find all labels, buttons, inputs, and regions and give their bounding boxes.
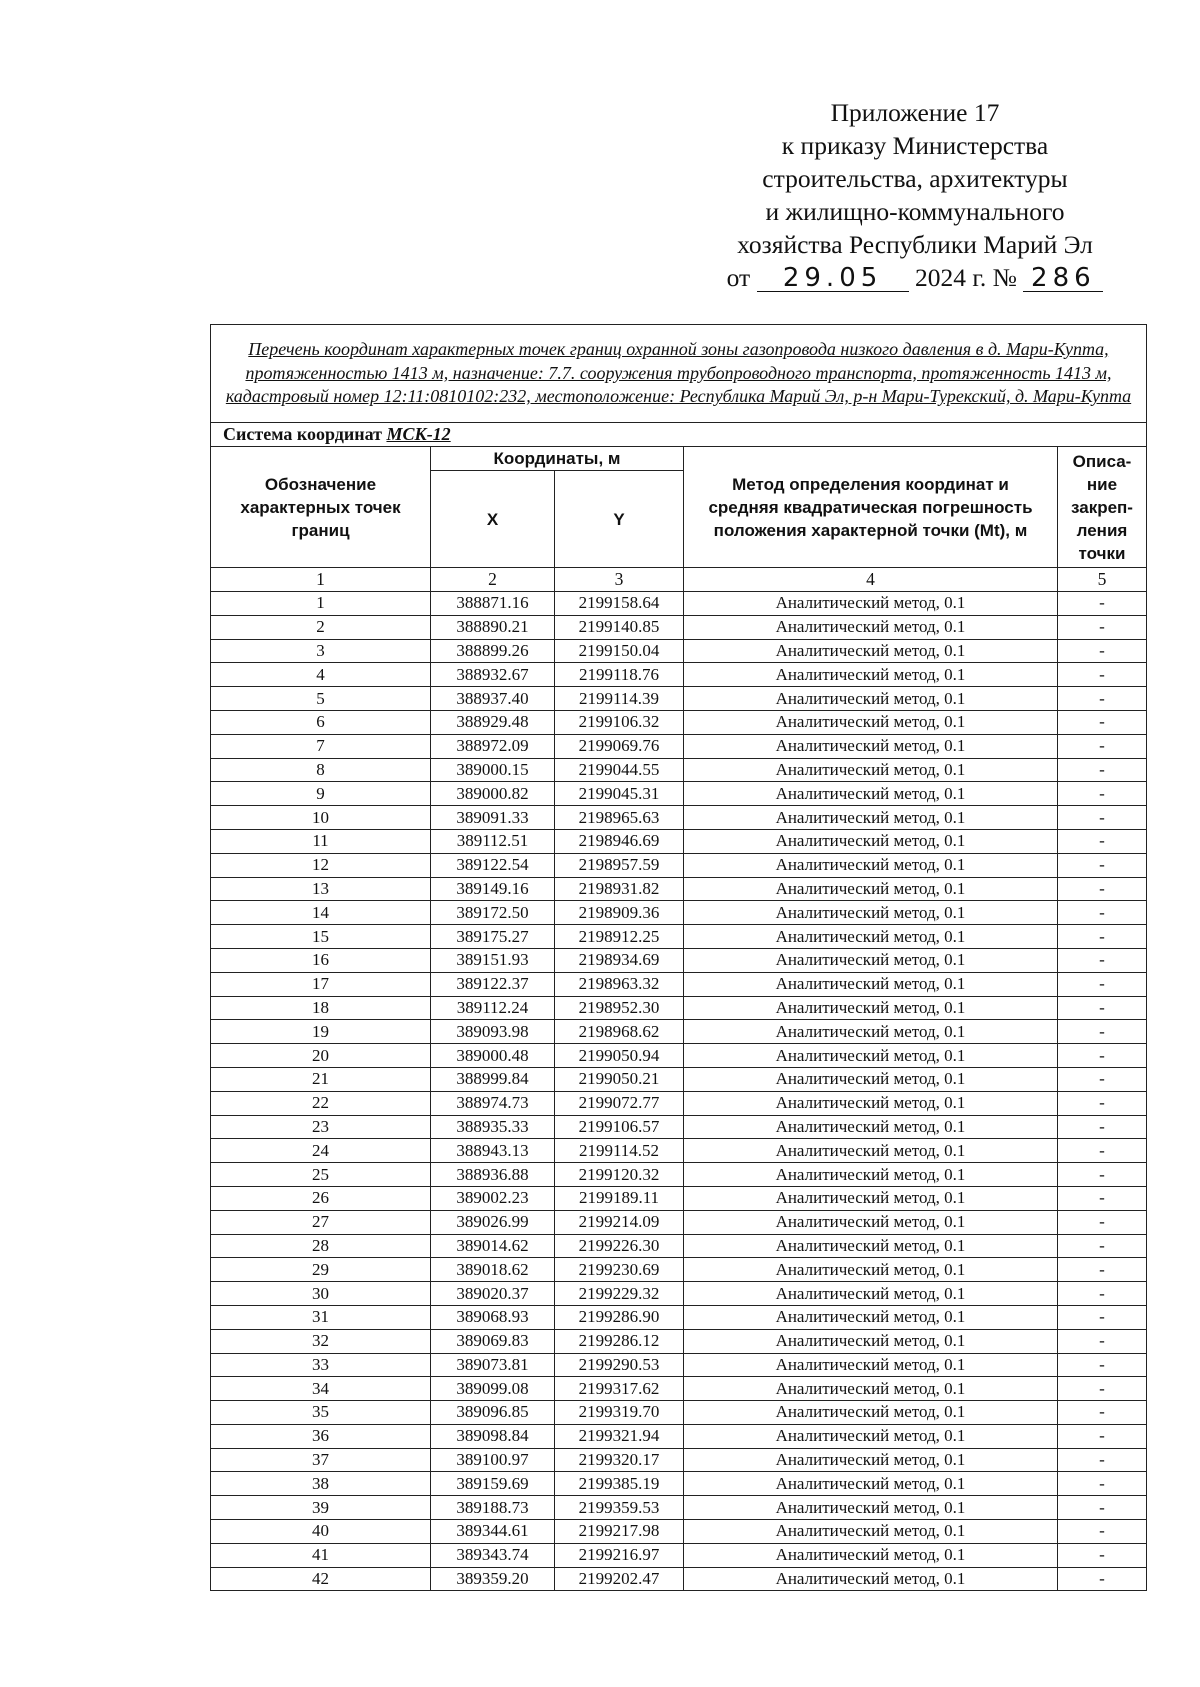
table-row [211, 829, 1147, 853]
point-number-cell: 19 [211, 1020, 431, 1044]
x-coordinate-cell: 388974.73 [431, 1091, 555, 1115]
table-row [211, 1163, 1147, 1187]
description-cell: - [1058, 1163, 1147, 1187]
y-coordinate-cell: 2199114.39 [555, 687, 684, 711]
column-number: 4 [684, 568, 1058, 592]
coordinate-system-name: МСК-12 [386, 424, 451, 444]
description-cell: - [1058, 925, 1147, 949]
description-cell: - [1058, 829, 1147, 853]
y-coordinate-cell: 2199321.94 [555, 1424, 684, 1448]
point-number-cell: 3 [211, 639, 431, 663]
point-number-cell: 13 [211, 877, 431, 901]
x-coordinate-cell: 389093.98 [431, 1020, 555, 1044]
y-coordinate-cell: 2198909.36 [555, 901, 684, 925]
x-coordinate-cell: 389014.62 [431, 1234, 555, 1258]
table-row [211, 1424, 1147, 1448]
description-cell: - [1058, 853, 1147, 877]
coordinates-table [210, 324, 1147, 1591]
table-row [211, 1472, 1147, 1496]
x-coordinate-cell: 388932.67 [431, 663, 555, 687]
y-coordinate-cell: 2199216.97 [555, 1543, 684, 1567]
x-coordinate-cell: 388943.13 [431, 1139, 555, 1163]
y-coordinate-cell: 2199319.70 [555, 1401, 684, 1425]
method-cell: Аналитический метод, 0.1 [684, 1567, 1058, 1591]
description-cell: - [1058, 687, 1147, 711]
handwritten-order-number: 286 [1023, 265, 1103, 292]
y-coordinate-cell: 2199290.53 [555, 1353, 684, 1377]
description-cell: - [1058, 972, 1147, 996]
table-row [211, 925, 1147, 949]
table-row [211, 687, 1147, 711]
description-cell: - [1058, 1210, 1147, 1234]
method-cell: Аналитический метод, 0.1 [684, 853, 1058, 877]
x-coordinate-cell: 388935.33 [431, 1115, 555, 1139]
method-cell: Аналитический метод, 0.1 [684, 901, 1058, 925]
y-coordinate-cell: 2198934.69 [555, 948, 684, 972]
description-cell: - [1058, 1567, 1147, 1591]
table-row [211, 948, 1147, 972]
y-coordinate-cell: 2198968.62 [555, 1020, 684, 1044]
header-method: Метод определения координат и средняя квадратическая погрешность положения характерной точки (Mt), м [684, 447, 1058, 568]
point-number-cell: 8 [211, 758, 431, 782]
appendix-date-line [700, 261, 1130, 294]
table-row [211, 663, 1147, 687]
table-row [211, 806, 1147, 830]
method-cell: Аналитический метод, 0.1 [684, 1543, 1058, 1567]
y-coordinate-cell: 2199202.47 [555, 1567, 684, 1591]
header-coordinates: Координаты, м [431, 447, 684, 471]
description-cell: - [1058, 1020, 1147, 1044]
x-coordinate-cell: 389069.83 [431, 1329, 555, 1353]
description-cell: - [1058, 734, 1147, 758]
table-title: Перечень координат характерных точек границ охранной зоны газопровода низкого давления в д. Мари-Купта, протяженностью 1413 м, назначение: 7.7. сооружения трубопроводного транспорта, протяженность 1413 м, кадастровый номер 12:11:0810102:232, местоположение: Республика Марий Эл, р-н Мари-Турекский, д. Мари-Купта [211, 325, 1147, 423]
table-row [211, 1234, 1147, 1258]
x-coordinate-cell: 389122.37 [431, 972, 555, 996]
header-y: Y [555, 471, 684, 568]
method-cell: Аналитический метод, 0.1 [684, 829, 1058, 853]
x-coordinate-cell: 388999.84 [431, 1067, 555, 1091]
x-coordinate-cell: 388936.88 [431, 1163, 555, 1187]
x-coordinate-cell: 389112.51 [431, 829, 555, 853]
description-cell: - [1058, 996, 1147, 1020]
y-coordinate-cell: 2199317.62 [555, 1377, 684, 1401]
description-cell: - [1058, 901, 1147, 925]
method-cell: Аналитический метод, 0.1 [684, 663, 1058, 687]
point-number-cell: 37 [211, 1448, 431, 1472]
x-coordinate-cell: 389073.81 [431, 1353, 555, 1377]
table-row [211, 758, 1147, 782]
x-coordinate-cell: 389159.69 [431, 1472, 555, 1496]
method-cell: Аналитический метод, 0.1 [684, 1020, 1058, 1044]
point-number-cell: 5 [211, 687, 431, 711]
x-coordinate-cell: 388937.40 [431, 687, 555, 711]
coordinate-system-row [211, 423, 1147, 447]
y-coordinate-cell: 2199045.31 [555, 782, 684, 806]
y-coordinate-cell: 2199189.11 [555, 1186, 684, 1210]
table-row [211, 1282, 1147, 1306]
y-coordinate-cell: 2199114.52 [555, 1139, 684, 1163]
x-coordinate-cell: 389026.99 [431, 1210, 555, 1234]
point-number-cell: 27 [211, 1210, 431, 1234]
y-coordinate-cell: 2199106.57 [555, 1115, 684, 1139]
column-number: 2 [431, 568, 555, 592]
method-cell: Аналитический метод, 0.1 [684, 1258, 1058, 1282]
point-number-cell: 14 [211, 901, 431, 925]
description-cell: - [1058, 1401, 1147, 1425]
table-row [211, 1210, 1147, 1234]
table-row [211, 782, 1147, 806]
y-coordinate-cell: 2198963.32 [555, 972, 684, 996]
point-number-cell: 40 [211, 1520, 431, 1544]
x-coordinate-cell: 389091.33 [431, 806, 555, 830]
x-coordinate-cell: 389000.82 [431, 782, 555, 806]
method-cell: Аналитический метод, 0.1 [684, 592, 1058, 616]
point-number-cell: 28 [211, 1234, 431, 1258]
y-coordinate-cell: 2199286.90 [555, 1305, 684, 1329]
method-cell: Аналитический метод, 0.1 [684, 782, 1058, 806]
x-coordinate-cell: 389122.54 [431, 853, 555, 877]
method-cell: Аналитический метод, 0.1 [684, 1424, 1058, 1448]
point-number-cell: 18 [211, 996, 431, 1020]
header-description: Описа-ние закреп-ления точки [1058, 447, 1147, 568]
y-coordinate-cell: 2199320.17 [555, 1448, 684, 1472]
x-coordinate-cell: 389099.08 [431, 1377, 555, 1401]
method-cell: Аналитический метод, 0.1 [684, 877, 1058, 901]
point-number-cell: 26 [211, 1186, 431, 1210]
table-row [211, 639, 1147, 663]
description-cell: - [1058, 710, 1147, 734]
table-row [211, 1020, 1147, 1044]
point-number-cell: 9 [211, 782, 431, 806]
point-number-cell: 21 [211, 1067, 431, 1091]
method-cell: Аналитический метод, 0.1 [684, 1329, 1058, 1353]
point-number-cell: 1 [211, 592, 431, 616]
table-row [211, 1377, 1147, 1401]
point-number-cell: 25 [211, 1163, 431, 1187]
description-cell: - [1058, 1520, 1147, 1544]
method-cell: Аналитический метод, 0.1 [684, 1115, 1058, 1139]
point-number-cell: 10 [211, 806, 431, 830]
x-coordinate-cell: 388871.16 [431, 592, 555, 616]
description-cell: - [1058, 1115, 1147, 1139]
y-coordinate-cell: 2199226.30 [555, 1234, 684, 1258]
description-cell: - [1058, 663, 1147, 687]
description-cell: - [1058, 1329, 1147, 1353]
method-cell: Аналитический метод, 0.1 [684, 1353, 1058, 1377]
description-cell: - [1058, 1377, 1147, 1401]
year-number-label: 2024 г. № [914, 263, 1017, 292]
y-coordinate-cell: 2199385.19 [555, 1472, 684, 1496]
table-row [211, 1067, 1147, 1091]
x-coordinate-cell: 389188.73 [431, 1496, 555, 1520]
y-coordinate-cell: 2199050.94 [555, 1044, 684, 1068]
method-cell: Аналитический метод, 0.1 [684, 710, 1058, 734]
table-row [211, 1115, 1147, 1139]
description-cell: - [1058, 639, 1147, 663]
point-number-cell: 32 [211, 1329, 431, 1353]
y-coordinate-cell: 2199286.12 [555, 1329, 684, 1353]
y-coordinate-cell: 2199217.98 [555, 1520, 684, 1544]
method-cell: Аналитический метод, 0.1 [684, 734, 1058, 758]
description-cell: - [1058, 806, 1147, 830]
table-row [211, 1448, 1147, 1472]
point-number-cell: 2 [211, 615, 431, 639]
description-cell: - [1058, 1091, 1147, 1115]
point-number-cell: 22 [211, 1091, 431, 1115]
y-coordinate-cell: 2199118.76 [555, 663, 684, 687]
y-coordinate-cell: 2199140.85 [555, 615, 684, 639]
y-coordinate-cell: 2199120.32 [555, 1163, 684, 1187]
x-coordinate-cell: 389096.85 [431, 1401, 555, 1425]
table-row [211, 972, 1147, 996]
table-row [211, 1091, 1147, 1115]
method-cell: Аналитический метод, 0.1 [684, 758, 1058, 782]
description-cell: - [1058, 948, 1147, 972]
method-cell: Аналитический метод, 0.1 [684, 1067, 1058, 1091]
y-coordinate-cell: 2199050.21 [555, 1067, 684, 1091]
x-coordinate-cell: 389002.23 [431, 1186, 555, 1210]
appendix-title: Приложение 17 [830, 98, 1000, 127]
x-coordinate-cell: 389020.37 [431, 1282, 555, 1306]
x-coordinate-cell: 389068.93 [431, 1305, 555, 1329]
x-coordinate-cell: 389175.27 [431, 925, 555, 949]
column-number-row [211, 568, 1147, 592]
y-coordinate-cell: 2199106.32 [555, 710, 684, 734]
method-cell: Аналитический метод, 0.1 [684, 1234, 1058, 1258]
table-row [211, 877, 1147, 901]
x-coordinate-cell: 389149.16 [431, 877, 555, 901]
table-row [211, 615, 1147, 639]
point-number-cell: 16 [211, 948, 431, 972]
point-number-cell: 7 [211, 734, 431, 758]
table-row [211, 996, 1147, 1020]
x-coordinate-cell: 389344.61 [431, 1520, 555, 1544]
x-coordinate-cell: 389151.93 [431, 948, 555, 972]
point-number-cell: 11 [211, 829, 431, 853]
description-cell: - [1058, 615, 1147, 639]
x-coordinate-cell: 389000.48 [431, 1044, 555, 1068]
table-row [211, 592, 1147, 616]
point-number-cell: 34 [211, 1377, 431, 1401]
method-cell: Аналитический метод, 0.1 [684, 1139, 1058, 1163]
method-cell: Аналитический метод, 0.1 [684, 996, 1058, 1020]
table-row [211, 1353, 1147, 1377]
description-cell: - [1058, 758, 1147, 782]
method-cell: Аналитический метод, 0.1 [684, 615, 1058, 639]
description-cell: - [1058, 1543, 1147, 1567]
y-coordinate-cell: 2198946.69 [555, 829, 684, 853]
method-cell: Аналитический метод, 0.1 [684, 925, 1058, 949]
y-coordinate-cell: 2198912.25 [555, 925, 684, 949]
y-coordinate-cell: 2199359.53 [555, 1496, 684, 1520]
y-coordinate-cell: 2199069.76 [555, 734, 684, 758]
column-number: 5 [1058, 568, 1147, 592]
column-number: 3 [555, 568, 684, 592]
method-cell: Аналитический метод, 0.1 [684, 1282, 1058, 1306]
description-cell: - [1058, 1282, 1147, 1306]
point-number-cell: 4 [211, 663, 431, 687]
header-designation: Обозначение характерных точек границ [211, 447, 431, 568]
table-row [211, 734, 1147, 758]
x-coordinate-cell: 389000.15 [431, 758, 555, 782]
table-row [211, 1543, 1147, 1567]
description-cell: - [1058, 782, 1147, 806]
table-row [211, 1186, 1147, 1210]
table-row [211, 1139, 1147, 1163]
description-cell: - [1058, 1258, 1147, 1282]
point-number-cell: 12 [211, 853, 431, 877]
method-cell: Аналитический метод, 0.1 [684, 806, 1058, 830]
method-cell: Аналитический метод, 0.1 [684, 1401, 1058, 1425]
description-cell: - [1058, 1044, 1147, 1068]
y-coordinate-cell: 2199158.64 [555, 592, 684, 616]
method-cell: Аналитический метод, 0.1 [684, 1044, 1058, 1068]
description-cell: - [1058, 1353, 1147, 1377]
table-row [211, 1496, 1147, 1520]
description-cell: - [1058, 1139, 1147, 1163]
x-coordinate-cell: 388890.21 [431, 615, 555, 639]
method-cell: Аналитический метод, 0.1 [684, 972, 1058, 996]
method-cell: Аналитический метод, 0.1 [684, 1210, 1058, 1234]
y-coordinate-cell: 2199229.32 [555, 1282, 684, 1306]
header-row-1 [211, 447, 1147, 471]
point-number-cell: 30 [211, 1282, 431, 1306]
table-row [211, 1401, 1147, 1425]
x-coordinate-cell: 389343.74 [431, 1543, 555, 1567]
point-number-cell: 38 [211, 1472, 431, 1496]
y-coordinate-cell: 2199072.77 [555, 1091, 684, 1115]
y-coordinate-cell: 2199150.04 [555, 639, 684, 663]
x-coordinate-cell: 389172.50 [431, 901, 555, 925]
point-number-cell: 35 [211, 1401, 431, 1425]
x-coordinate-cell: 388972.09 [431, 734, 555, 758]
table-row [211, 1520, 1147, 1544]
description-cell: - [1058, 1305, 1147, 1329]
table-row [211, 1567, 1147, 1591]
description-cell: - [1058, 1472, 1147, 1496]
method-cell: Аналитический метод, 0.1 [684, 687, 1058, 711]
appendix-ministry-line: строительства, архитектуры [762, 164, 1068, 193]
y-coordinate-cell: 2199044.55 [555, 758, 684, 782]
handwritten-date: 29.05 [757, 265, 909, 292]
coordinate-system-label: Система координат [223, 424, 382, 444]
point-number-cell: 42 [211, 1567, 431, 1591]
method-cell: Аналитический метод, 0.1 [684, 1377, 1058, 1401]
point-number-cell: 15 [211, 925, 431, 949]
appendix-ministry-line-3: хозяйства Республики Марий Эл [737, 230, 1093, 259]
method-cell: Аналитический метод, 0.1 [684, 639, 1058, 663]
y-coordinate-cell: 2198952.30 [555, 996, 684, 1020]
method-cell: Аналитический метод, 0.1 [684, 1472, 1058, 1496]
column-number: 1 [211, 568, 431, 592]
x-coordinate-cell: 388929.48 [431, 710, 555, 734]
method-cell: Аналитический метод, 0.1 [684, 1496, 1058, 1520]
table-row [211, 901, 1147, 925]
appendix-ministry-line-2: и жилищно-коммунального [765, 197, 1065, 226]
point-number-cell: 29 [211, 1258, 431, 1282]
x-coordinate-cell: 389359.20 [431, 1567, 555, 1591]
point-number-cell: 6 [211, 710, 431, 734]
description-cell: - [1058, 1496, 1147, 1520]
table-row [211, 1305, 1147, 1329]
description-cell: - [1058, 1186, 1147, 1210]
point-number-cell: 17 [211, 972, 431, 996]
coordinate-system [211, 423, 1147, 447]
point-number-cell: 41 [211, 1543, 431, 1567]
method-cell: Аналитический метод, 0.1 [684, 1520, 1058, 1544]
header-x: X [431, 471, 555, 568]
point-number-cell: 20 [211, 1044, 431, 1068]
x-coordinate-cell: 389100.97 [431, 1448, 555, 1472]
table-row [211, 1258, 1147, 1282]
description-cell: - [1058, 1424, 1147, 1448]
description-cell: - [1058, 1067, 1147, 1091]
table-row [211, 1329, 1147, 1353]
point-number-cell: 39 [211, 1496, 431, 1520]
y-coordinate-cell: 2199230.69 [555, 1258, 684, 1282]
date-prefix: от [726, 263, 751, 292]
table-title-row [211, 325, 1147, 423]
description-cell: - [1058, 877, 1147, 901]
y-coordinate-cell: 2198965.63 [555, 806, 684, 830]
table-row [211, 1044, 1147, 1068]
table-row [211, 710, 1147, 734]
point-number-cell: 36 [211, 1424, 431, 1448]
x-coordinate-cell: 389098.84 [431, 1424, 555, 1448]
x-coordinate-cell: 388899.26 [431, 639, 555, 663]
point-number-cell: 33 [211, 1353, 431, 1377]
y-coordinate-cell: 2198931.82 [555, 877, 684, 901]
method-cell: Аналитический метод, 0.1 [684, 1163, 1058, 1187]
method-cell: Аналитический метод, 0.1 [684, 1305, 1058, 1329]
appendix-order-line: к приказу Министерства [781, 131, 1049, 160]
x-coordinate-cell: 389112.24 [431, 996, 555, 1020]
description-cell: - [1058, 592, 1147, 616]
point-number-cell: 23 [211, 1115, 431, 1139]
method-cell: Аналитический метод, 0.1 [684, 1448, 1058, 1472]
method-cell: Аналитический метод, 0.1 [684, 948, 1058, 972]
table-row [211, 853, 1147, 877]
description-cell: - [1058, 1448, 1147, 1472]
appendix-header [700, 96, 1130, 294]
point-number-cell: 31 [211, 1305, 431, 1329]
y-coordinate-cell: 2198957.59 [555, 853, 684, 877]
description-cell: - [1058, 1234, 1147, 1258]
method-cell: Аналитический метод, 0.1 [684, 1091, 1058, 1115]
y-coordinate-cell: 2199214.09 [555, 1210, 684, 1234]
x-coordinate-cell: 389018.62 [431, 1258, 555, 1282]
method-cell: Аналитический метод, 0.1 [684, 1186, 1058, 1210]
point-number-cell: 24 [211, 1139, 431, 1163]
